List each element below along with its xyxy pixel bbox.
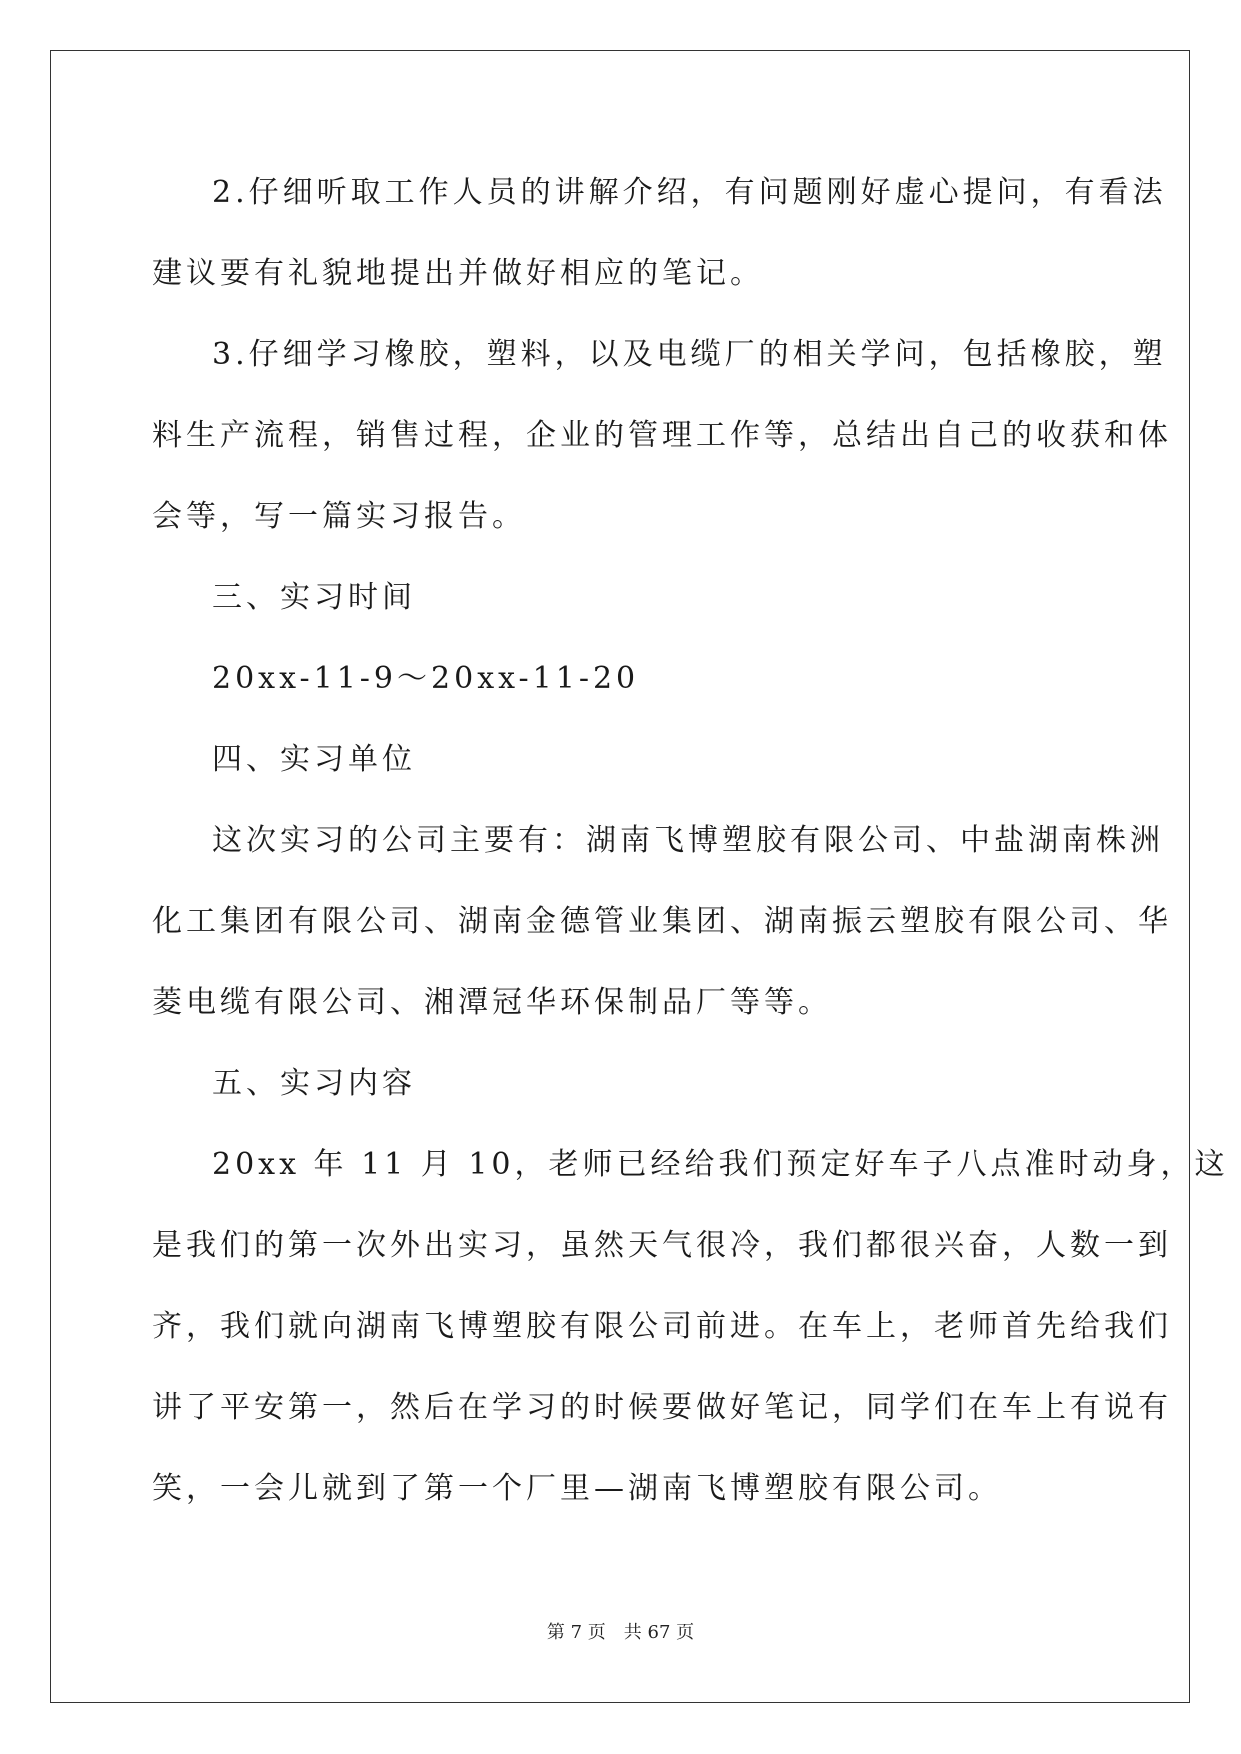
section-heading: 四、实习单位: [212, 742, 416, 777]
paragraph-line: 讲了平安第一，然后在学习的时候要做好笔记，同学们在车上有说有: [152, 1390, 1172, 1425]
paragraph-line: 笑，一会儿就到了第一个厂里—湖南飞博塑胶有限公司。: [152, 1471, 1002, 1506]
page-footer: [0, 1618, 1241, 1644]
paragraph-line: 化工集团有限公司、湖南金德管业集团、湖南振云塑胶有限公司、华: [152, 904, 1172, 939]
page-total: 共 67 页: [623, 1622, 695, 1643]
paragraph-line: 齐，我们就向湖南飞博塑胶有限公司前进。在车上，老师首先给我们: [152, 1309, 1172, 1344]
paragraph-line: 3.仔细学习橡胶，塑料，以及电缆厂的相关学问，包括橡胶，塑: [212, 337, 1167, 372]
paragraph-line: 20xx 年 11 月 10，老师已经给我们预定好车子八点准时动身，这: [212, 1147, 1229, 1182]
paragraph-line: 会等，写一篇实习报告。: [152, 499, 526, 534]
date-range: 20xx-11-9～20xx-11-20: [212, 661, 640, 696]
section-heading: 三、实习时间: [212, 580, 416, 615]
document-body: [152, 165, 1229, 1542]
paragraph-line: 是我们的第一次外出实习，虽然天气很冷，我们都很兴奋，人数一到: [152, 1228, 1172, 1263]
paragraph-line: 菱电缆有限公司、湘潭冠华环保制品厂等等。: [152, 985, 832, 1020]
section-heading: 五、实习内容: [212, 1066, 416, 1101]
page-number: 第 7 页: [546, 1622, 606, 1643]
paragraph-line: 2.仔细听取工作人员的讲解介绍，有问题刚好虚心提问，有看法: [212, 175, 1167, 210]
paragraph-line: 建议要有礼貌地提出并做好相应的笔记。: [152, 256, 764, 291]
paragraph-line: 料生产流程，销售过程，企业的管理工作等，总结出自己的收获和体: [152, 418, 1172, 453]
paragraph-line: 这次实习的公司主要有：湖南飞博塑胶有限公司、中盐湖南株洲: [212, 823, 1164, 858]
